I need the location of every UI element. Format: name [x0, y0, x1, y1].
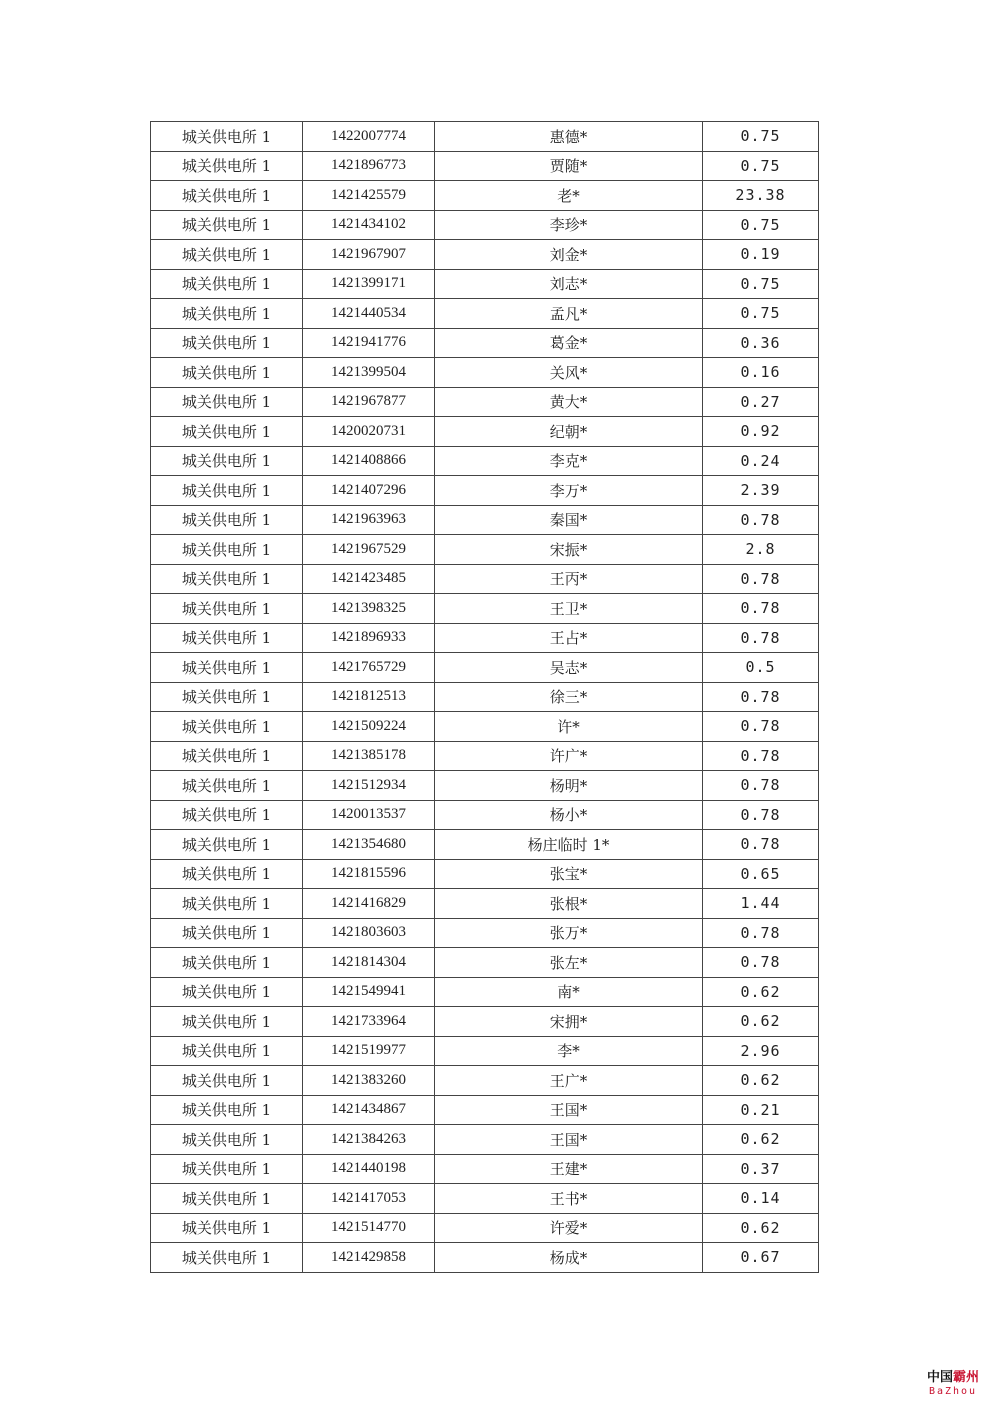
table-row [151, 830, 819, 860]
table-row [151, 1154, 819, 1184]
cell-amount: 0.75 [703, 122, 819, 152]
cell-user-name: 徐三* [435, 682, 703, 712]
table-row [151, 889, 819, 919]
cell-user-name: 孟凡* [435, 299, 703, 329]
table-row [151, 594, 819, 624]
cell-account-id: 1421429858 [303, 1243, 435, 1273]
cell-user-name: 李万* [435, 476, 703, 506]
cell-account-id: 1421408866 [303, 446, 435, 476]
cell-user-name: 王建* [435, 1154, 703, 1184]
cell-station: 城关供电所 1 [151, 535, 303, 565]
cell-account-id: 1421434867 [303, 1095, 435, 1125]
cell-amount: 0.78 [703, 712, 819, 742]
cell-amount: 0.75 [703, 269, 819, 299]
logo-title [920, 1370, 986, 1386]
table-row [151, 210, 819, 240]
cell-amount: 0.19 [703, 240, 819, 270]
cell-amount: 0.75 [703, 210, 819, 240]
cell-station: 城关供电所 1 [151, 800, 303, 830]
logo-name: 霸州 [953, 1370, 980, 1385]
cell-station: 城关供电所 1 [151, 358, 303, 388]
cell-amount: 0.67 [703, 1243, 819, 1273]
cell-account-id: 1422007774 [303, 122, 435, 152]
cell-user-name: 王占* [435, 623, 703, 653]
cell-user-name: 老* [435, 181, 703, 211]
table-row [151, 948, 819, 978]
table-row [151, 505, 819, 535]
table-row [151, 446, 819, 476]
cell-user-name: 刘金* [435, 240, 703, 270]
cell-amount: 0.78 [703, 741, 819, 771]
cell-user-name: 关风* [435, 358, 703, 388]
table-row [151, 1095, 819, 1125]
cell-amount: 0.78 [703, 564, 819, 594]
cell-amount: 0.92 [703, 417, 819, 447]
cell-account-id: 1421967529 [303, 535, 435, 565]
cell-station: 城关供电所 1 [151, 181, 303, 211]
cell-station: 城关供电所 1 [151, 417, 303, 447]
cell-station: 城关供电所 1 [151, 771, 303, 801]
cell-account-id: 1421815596 [303, 859, 435, 889]
cell-amount: 0.78 [703, 948, 819, 978]
table-row [151, 918, 819, 948]
cell-account-id: 1421399504 [303, 358, 435, 388]
cell-station: 城关供电所 1 [151, 122, 303, 152]
cell-station: 城关供电所 1 [151, 623, 303, 653]
cell-station: 城关供电所 1 [151, 682, 303, 712]
cell-amount: 0.78 [703, 505, 819, 535]
table-row [151, 328, 819, 358]
cell-amount: 0.37 [703, 1154, 819, 1184]
cell-amount: 0.62 [703, 1125, 819, 1155]
cell-station: 城关供电所 1 [151, 476, 303, 506]
cell-account-id: 1421733964 [303, 1007, 435, 1037]
cell-station: 城关供电所 1 [151, 948, 303, 978]
cell-amount: 0.78 [703, 771, 819, 801]
cell-account-id: 1421440198 [303, 1154, 435, 1184]
table-row [151, 1007, 819, 1037]
cell-user-name: 南* [435, 977, 703, 1007]
cell-station: 城关供电所 1 [151, 889, 303, 919]
cell-user-name: 王丙* [435, 564, 703, 594]
cell-amount: 0.62 [703, 977, 819, 1007]
cell-user-name: 黄大* [435, 387, 703, 417]
table-row [151, 269, 819, 299]
cell-station: 城关供电所 1 [151, 1243, 303, 1273]
cell-user-name: 张万* [435, 918, 703, 948]
table-row [151, 1213, 819, 1243]
cell-user-name: 李珍* [435, 210, 703, 240]
cell-amount: 0.21 [703, 1095, 819, 1125]
cell-station: 城关供电所 1 [151, 741, 303, 771]
table-row [151, 122, 819, 152]
table-body [151, 122, 819, 1273]
cell-amount: 1.44 [703, 889, 819, 919]
cell-user-name: 惠德* [435, 122, 703, 152]
table-row [151, 1243, 819, 1273]
cell-station: 城关供电所 1 [151, 1184, 303, 1214]
cell-station: 城关供电所 1 [151, 1154, 303, 1184]
table-row [151, 476, 819, 506]
cell-station: 城关供电所 1 [151, 446, 303, 476]
cell-account-id: 1421407296 [303, 476, 435, 506]
cell-account-id: 1421896773 [303, 151, 435, 181]
table-row [151, 623, 819, 653]
cell-user-name: 许爱* [435, 1213, 703, 1243]
table-row [151, 712, 819, 742]
table-row [151, 358, 819, 388]
table-row [151, 741, 819, 771]
cell-account-id: 1420013537 [303, 800, 435, 830]
cell-account-id: 1421383260 [303, 1066, 435, 1096]
cell-user-name: 杨成* [435, 1243, 703, 1273]
cell-account-id: 1421416829 [303, 889, 435, 919]
cell-user-name: 王国* [435, 1095, 703, 1125]
cell-account-id: 1421549941 [303, 977, 435, 1007]
cell-user-name: 王卫* [435, 594, 703, 624]
table-row [151, 771, 819, 801]
table-row [151, 977, 819, 1007]
cell-station: 城关供电所 1 [151, 859, 303, 889]
cell-user-name: 张宝* [435, 859, 703, 889]
cell-station: 城关供电所 1 [151, 1066, 303, 1096]
cell-user-name: 杨庄临时 1* [435, 830, 703, 860]
cell-amount: 0.5 [703, 653, 819, 683]
cell-amount: 0.75 [703, 299, 819, 329]
table-row [151, 564, 819, 594]
cell-amount: 23.38 [703, 181, 819, 211]
cell-amount: 2.39 [703, 476, 819, 506]
cell-account-id: 1421519977 [303, 1036, 435, 1066]
cell-amount: 0.62 [703, 1213, 819, 1243]
logo-prefix: 中国 [926, 1370, 953, 1385]
cell-amount: 0.36 [703, 328, 819, 358]
site-logo [920, 1370, 986, 1398]
cell-account-id: 1421354680 [303, 830, 435, 860]
cell-station: 城关供电所 1 [151, 1213, 303, 1243]
cell-account-id: 1421509224 [303, 712, 435, 742]
cell-account-id: 1421384263 [303, 1125, 435, 1155]
cell-account-id: 1421514770 [303, 1213, 435, 1243]
cell-station: 城关供电所 1 [151, 653, 303, 683]
cell-user-name: 许* [435, 712, 703, 742]
cell-amount: 0.16 [703, 358, 819, 388]
cell-amount: 0.78 [703, 800, 819, 830]
cell-user-name: 王书* [435, 1184, 703, 1214]
cell-amount: 0.78 [703, 594, 819, 624]
cell-station: 城关供电所 1 [151, 505, 303, 535]
cell-amount: 0.65 [703, 859, 819, 889]
cell-user-name: 李* [435, 1036, 703, 1066]
cell-user-name: 李克* [435, 446, 703, 476]
cell-station: 城关供电所 1 [151, 918, 303, 948]
cell-station: 城关供电所 1 [151, 299, 303, 329]
cell-station: 城关供电所 1 [151, 240, 303, 270]
cell-amount: 0.78 [703, 918, 819, 948]
cell-user-name: 纪朝* [435, 417, 703, 447]
table-row [151, 682, 819, 712]
table-row [151, 387, 819, 417]
cell-amount: 2.96 [703, 1036, 819, 1066]
cell-amount: 0.62 [703, 1007, 819, 1037]
table-row [151, 181, 819, 211]
cell-amount: 0.78 [703, 830, 819, 860]
cell-station: 城关供电所 1 [151, 151, 303, 181]
cell-user-name: 杨小* [435, 800, 703, 830]
cell-user-name: 许广* [435, 741, 703, 771]
cell-account-id: 1421814304 [303, 948, 435, 978]
table-row [151, 151, 819, 181]
cell-account-id: 1421803603 [303, 918, 435, 948]
cell-account-id: 1421434102 [303, 210, 435, 240]
table-row [151, 240, 819, 270]
cell-account-id: 1421963963 [303, 505, 435, 535]
cell-account-id: 1421385178 [303, 741, 435, 771]
table-row [151, 299, 819, 329]
table-row [151, 417, 819, 447]
cell-account-id: 1421440534 [303, 299, 435, 329]
cell-user-name: 杨明* [435, 771, 703, 801]
cell-station: 城关供电所 1 [151, 564, 303, 594]
cell-user-name: 王广* [435, 1066, 703, 1096]
cell-user-name: 秦国* [435, 505, 703, 535]
cell-amount: 0.27 [703, 387, 819, 417]
cell-amount: 0.24 [703, 446, 819, 476]
cell-station: 城关供电所 1 [151, 1125, 303, 1155]
cell-station: 城关供电所 1 [151, 1036, 303, 1066]
data-table [150, 121, 819, 1273]
cell-station: 城关供电所 1 [151, 977, 303, 1007]
cell-station: 城关供电所 1 [151, 1007, 303, 1037]
cell-station: 城关供电所 1 [151, 387, 303, 417]
cell-user-name: 刘志* [435, 269, 703, 299]
cell-amount: 0.78 [703, 623, 819, 653]
cell-station: 城关供电所 1 [151, 269, 303, 299]
table-row [151, 653, 819, 683]
cell-account-id: 1421896933 [303, 623, 435, 653]
cell-amount: 2.8 [703, 535, 819, 565]
cell-account-id: 1421967877 [303, 387, 435, 417]
cell-station: 城关供电所 1 [151, 594, 303, 624]
cell-account-id: 1421812513 [303, 682, 435, 712]
cell-account-id: 1421765729 [303, 653, 435, 683]
cell-user-name: 贾随* [435, 151, 703, 181]
cell-station: 城关供电所 1 [151, 712, 303, 742]
cell-account-id: 1421967907 [303, 240, 435, 270]
cell-amount: 0.78 [703, 682, 819, 712]
cell-account-id: 1421399171 [303, 269, 435, 299]
table-row [151, 800, 819, 830]
cell-user-name: 宋振* [435, 535, 703, 565]
table-row [151, 1066, 819, 1096]
cell-station: 城关供电所 1 [151, 328, 303, 358]
cell-account-id: 1421398325 [303, 594, 435, 624]
cell-station: 城关供电所 1 [151, 210, 303, 240]
cell-user-name: 张左* [435, 948, 703, 978]
cell-account-id: 1421425579 [303, 181, 435, 211]
cell-account-id: 1421512934 [303, 771, 435, 801]
cell-account-id: 1420020731 [303, 417, 435, 447]
table-row [151, 859, 819, 889]
table-row [151, 1125, 819, 1155]
cell-amount: 0.62 [703, 1066, 819, 1096]
cell-user-name: 葛金* [435, 328, 703, 358]
cell-account-id: 1421417053 [303, 1184, 435, 1214]
table-row [151, 535, 819, 565]
logo-latin: BaZhou [928, 1386, 978, 1397]
cell-user-name: 王国* [435, 1125, 703, 1155]
cell-station: 城关供电所 1 [151, 830, 303, 860]
cell-station: 城关供电所 1 [151, 1095, 303, 1125]
cell-account-id: 1421941776 [303, 328, 435, 358]
table-row [151, 1184, 819, 1214]
cell-account-id: 1421423485 [303, 564, 435, 594]
cell-user-name: 张根* [435, 889, 703, 919]
cell-amount: 0.75 [703, 151, 819, 181]
cell-user-name: 宋拥* [435, 1007, 703, 1037]
table-row [151, 1036, 819, 1066]
cell-user-name: 吴志* [435, 653, 703, 683]
cell-amount: 0.14 [703, 1184, 819, 1214]
